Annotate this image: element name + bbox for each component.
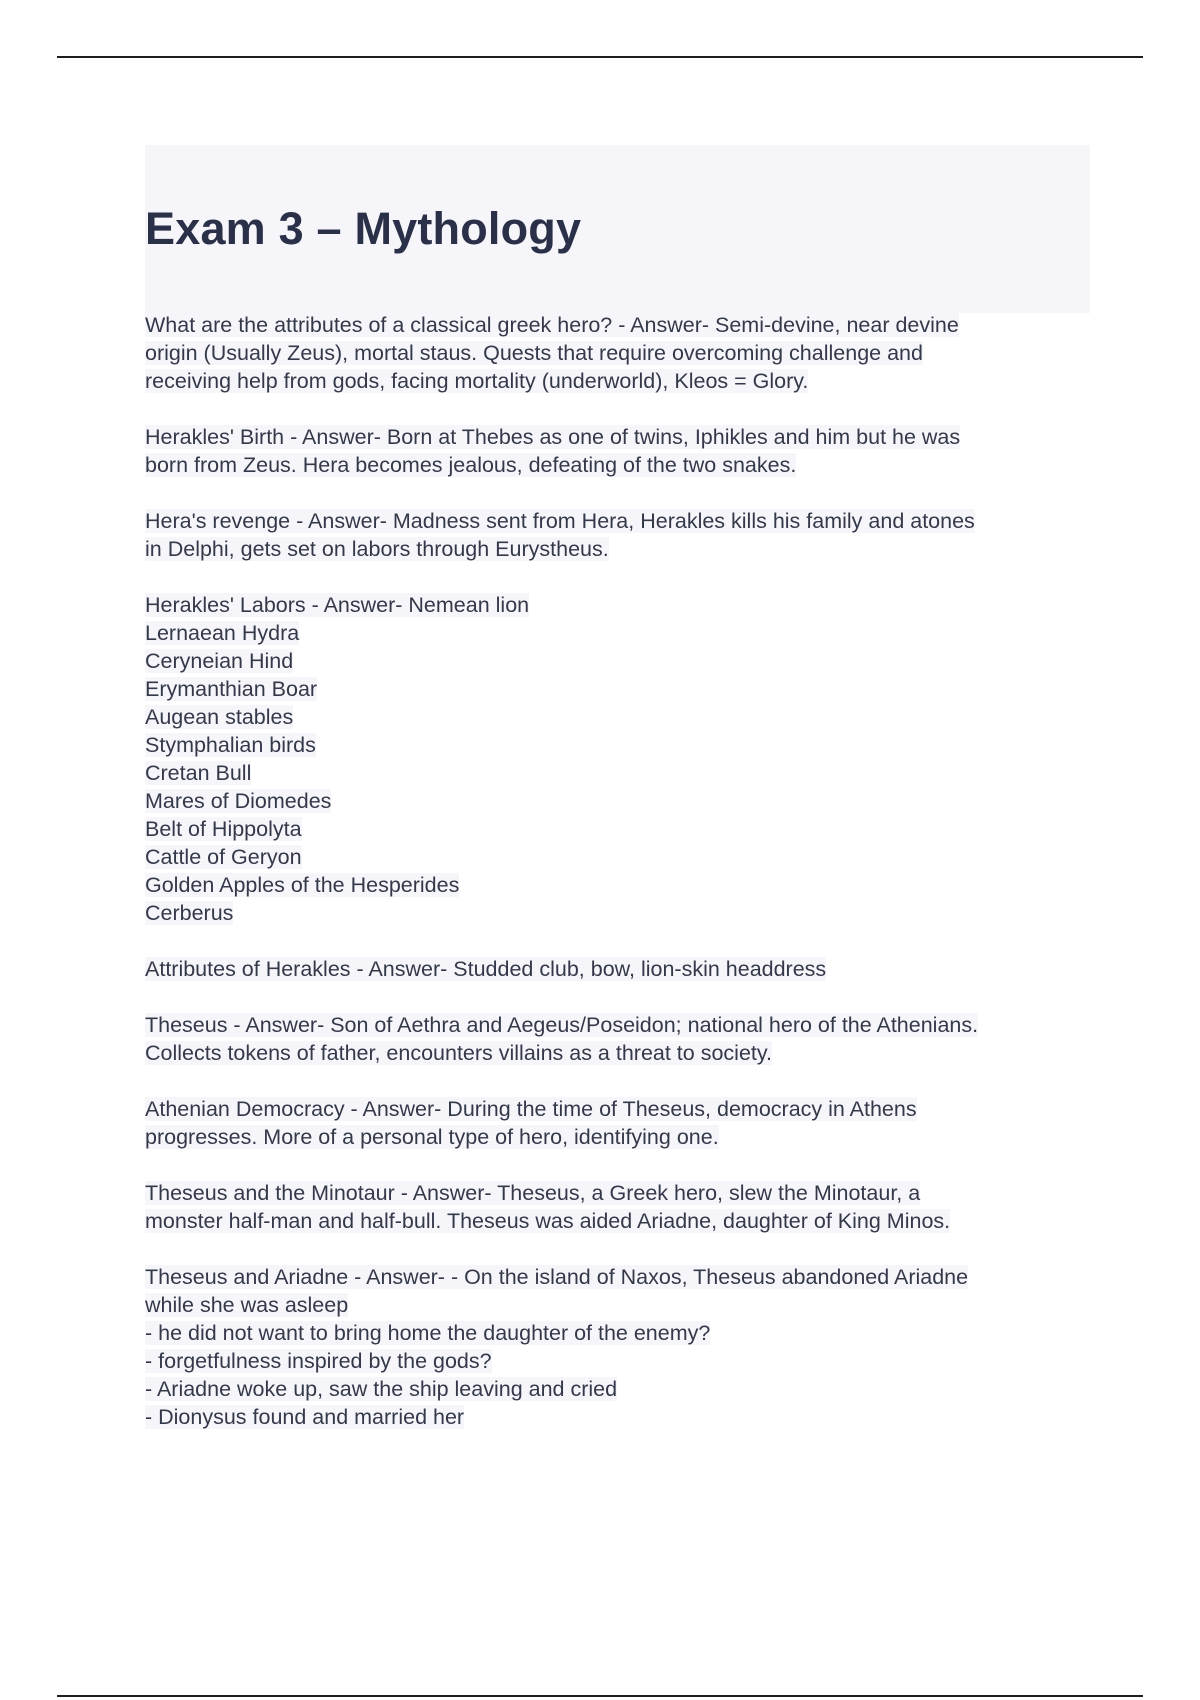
qa-line bbox=[145, 955, 1095, 983]
qa-line-text: monster half-man and half-bull. Theseus was aided Ariadne, daughter of King Minos. bbox=[145, 1209, 951, 1233]
qa-line bbox=[145, 311, 1095, 339]
qa-line bbox=[145, 1319, 1095, 1347]
qa-line-text: Attributes of Herakles - Answer- Studded club, bow, lion-skin headdress bbox=[145, 957, 827, 981]
qa-line bbox=[145, 647, 1095, 675]
qa-line bbox=[145, 1403, 1095, 1431]
qa-line bbox=[145, 759, 1095, 787]
qa-line-text: progresses. More of a personal type of hero, identifying one. bbox=[145, 1125, 719, 1149]
qa-line-text: - he did not want to bring home the daughter of the enemy? bbox=[145, 1321, 711, 1345]
title-block bbox=[145, 145, 1090, 313]
qa-entry bbox=[145, 507, 1095, 563]
qa-line-text: Theseus and the Minotaur - Answer- Theseus, a Greek hero, slew the Minotaur, a bbox=[145, 1181, 921, 1205]
qa-line-text: - Dionysus found and married her bbox=[145, 1405, 465, 1429]
qa-line-text: while she was asleep bbox=[145, 1293, 349, 1317]
qa-line-text: Theseus - Answer- Son of Aethra and Aegeus/Poseidon; national hero of the Athenians. bbox=[145, 1013, 979, 1037]
qa-entry bbox=[145, 1095, 1095, 1151]
qa-line-text: Cerberus bbox=[145, 901, 234, 925]
qa-line-text: Herakles' Labors - Answer- Nemean lion bbox=[145, 593, 530, 617]
qa-line-text: - forgetfulness inspired by the gods? bbox=[145, 1349, 492, 1373]
qa-line bbox=[145, 871, 1095, 899]
qa-line-text: origin (Usually Zeus), mortal staus. Quests that require overcoming challenge and bbox=[145, 341, 923, 365]
top-rule bbox=[57, 56, 1143, 58]
qa-line bbox=[145, 1347, 1095, 1375]
qa-line bbox=[145, 787, 1095, 815]
qa-entry bbox=[145, 311, 1095, 395]
qa-line bbox=[145, 899, 1095, 927]
qa-line bbox=[145, 1095, 1095, 1123]
qa-line bbox=[145, 1291, 1095, 1319]
qa-line-text: Belt of Hippolyta bbox=[145, 817, 302, 841]
qa-line-text: born from Zeus. Hera becomes jealous, defeating of the two snakes. bbox=[145, 453, 797, 477]
qa-line-text: Herakles' Birth - Answer- Born at Thebes as one of twins, Iphikles and him but he was bbox=[145, 425, 961, 449]
qa-list bbox=[145, 311, 1095, 1459]
qa-line-text: Collects tokens of father, encounters villains as a threat to society. bbox=[145, 1041, 773, 1065]
qa-line-text: Cattle of Geryon bbox=[145, 845, 302, 869]
qa-line-text: Golden Apples of the Hesperides bbox=[145, 873, 460, 897]
qa-entry bbox=[145, 955, 1095, 983]
qa-line bbox=[145, 507, 1095, 535]
qa-line bbox=[145, 367, 1095, 395]
qa-line bbox=[145, 1263, 1095, 1291]
qa-line-text: Hera's revenge - Answer- Madness sent from Hera, Herakles kills his family and atones bbox=[145, 509, 975, 533]
qa-line bbox=[145, 1011, 1095, 1039]
qa-line bbox=[145, 703, 1095, 731]
qa-entry bbox=[145, 1263, 1095, 1431]
qa-line-text: Lernaean Hydra bbox=[145, 621, 300, 645]
qa-line bbox=[145, 1123, 1095, 1151]
qa-line bbox=[145, 339, 1095, 367]
qa-line-text: What are the attributes of a classical greek hero? - Answer- Semi-devine, near devine bbox=[145, 313, 959, 337]
qa-line bbox=[145, 535, 1095, 563]
qa-entry bbox=[145, 591, 1095, 927]
qa-entry bbox=[145, 423, 1095, 479]
qa-line-text: Stymphalian birds bbox=[145, 733, 316, 757]
bottom-rule bbox=[57, 1695, 1143, 1697]
qa-line bbox=[145, 451, 1095, 479]
qa-line bbox=[145, 423, 1095, 451]
qa-line-text: Augean stables bbox=[145, 705, 294, 729]
page-title: Exam 3 – Mythology bbox=[145, 203, 582, 254]
qa-line bbox=[145, 731, 1095, 759]
qa-line-text: Cretan Bull bbox=[145, 761, 252, 785]
qa-line-text: in Delphi, gets set on labors through Eurystheus. bbox=[145, 537, 609, 561]
qa-line bbox=[145, 815, 1095, 843]
qa-line bbox=[145, 675, 1095, 703]
qa-line bbox=[145, 1179, 1095, 1207]
qa-line-text: Theseus and Ariadne - Answer- - On the island of Naxos, Theseus abandoned Ariadne bbox=[145, 1265, 969, 1289]
qa-line-text: Ceryneian Hind bbox=[145, 649, 294, 673]
qa-entry bbox=[145, 1179, 1095, 1235]
qa-line bbox=[145, 619, 1095, 647]
qa-line bbox=[145, 1207, 1095, 1235]
qa-line bbox=[145, 1375, 1095, 1403]
qa-line-text: Mares of Diomedes bbox=[145, 789, 332, 813]
qa-line bbox=[145, 1039, 1095, 1067]
qa-line-text: - Ariadne woke up, saw the ship leaving and cried bbox=[145, 1377, 618, 1401]
qa-line-text: receiving help from gods, facing mortality (underworld), Kleos = Glory. bbox=[145, 369, 809, 393]
qa-line-text: Athenian Democracy - Answer- During the time of Theseus, democracy in Athens bbox=[145, 1097, 917, 1121]
qa-line bbox=[145, 591, 1095, 619]
qa-line-text: Erymanthian Boar bbox=[145, 677, 318, 701]
qa-entry bbox=[145, 1011, 1095, 1067]
qa-line bbox=[145, 843, 1095, 871]
